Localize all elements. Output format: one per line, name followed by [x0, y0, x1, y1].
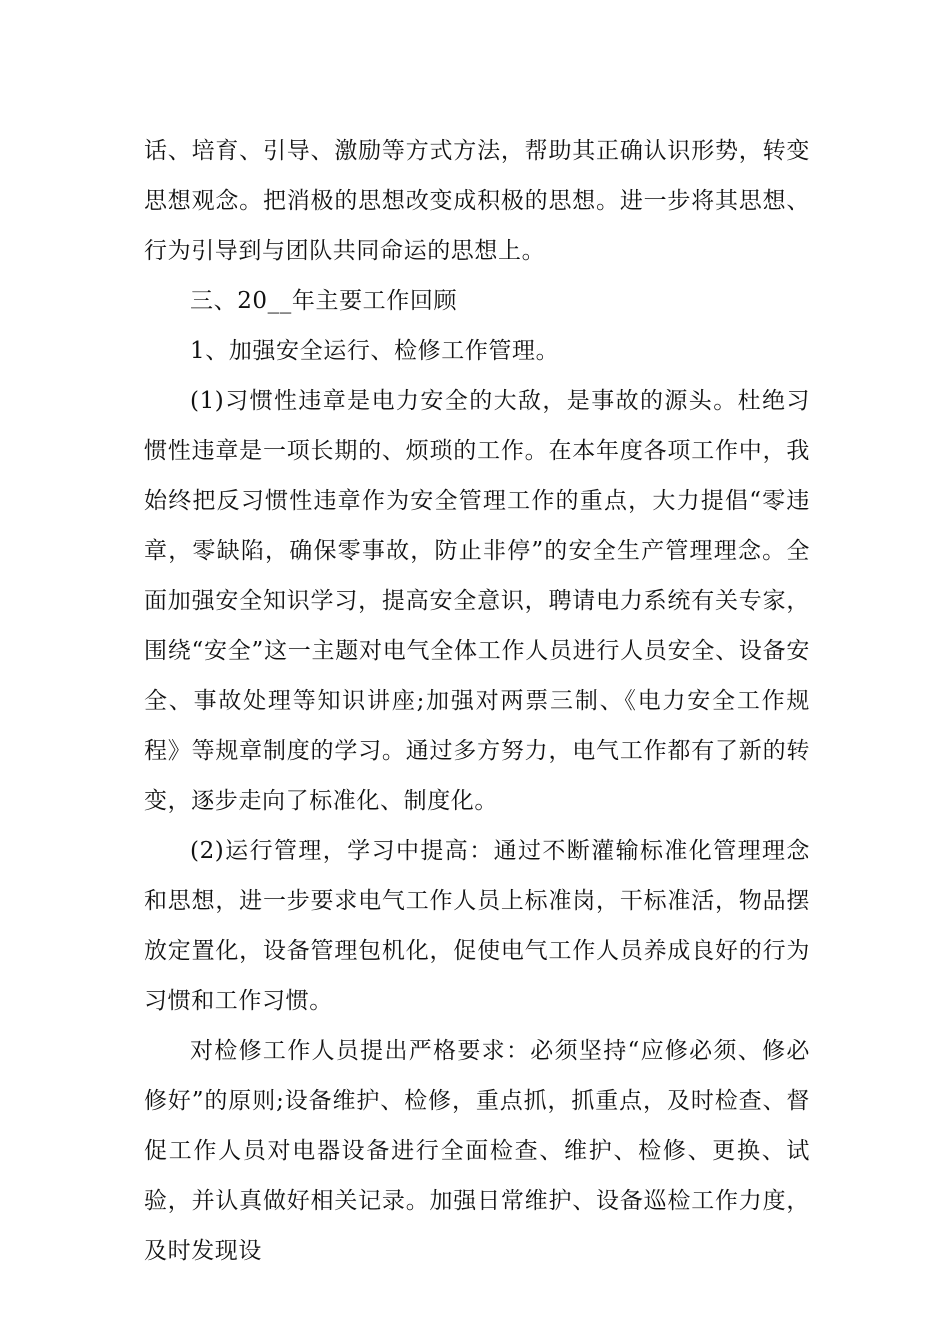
subsection-heading: 1、加强安全运行、检修工作管理。: [190, 338, 560, 364]
paragraph-continuation: 话、培育、引导、激励等方式方法，帮助其正确认识形势，转变思想观念。把消极的思想改变成积极的思想。进一步将其思想、行为引导到与团队共同命运的思想上。: [144, 138, 810, 264]
document-body: [144, 126, 810, 1276]
paragraph-operation-management: (2)运行管理，学习中提高：通过不断灌输标准化管理理念和思想，进一步要求电气工作人员上标准岗，干标准活，物品摆放定置化，设备管理包机化，促使电气工作人员养成良好的行为习惯和工作习惯。: [144, 838, 810, 1014]
section-heading: 三、20__年主要工作回顾: [190, 288, 458, 314]
paragraph-habitual-violations: (1)习惯性违章是电力安全的大敌，是事故的源头。杜绝习惯性违章是一项长期的、烦琐的工作。在本年度各项工作中，我始终把反习惯性违章作为安全管理工作的重点，大力提倡“零违章，零缺陷，确保零事故，防止非停”的安全生产管理理念。全面加强安全知识学习，提高安全意识，聘请电力系统有关专家，围绕“安全”这一主题对电气全体工作人员进行人员安全、设备安全、事故处理等知识讲座;加强对两票三制、《电力安全工作规程》等规章制度的学习。通过多方努力，电气工作都有了新的转变，逐步走向了标准化、制度化。: [144, 388, 810, 814]
paragraph-maintenance-requirements: 对检修工作人员提出严格要求：必须坚持“应修必须、修必修好”的原则;设备维护、检修，重点抓，抓重点，及时检查、督促工作人员对电器设备进行全面检查、维护、检修、更换、试验，并认真做好相关记录。加强日常维护、设备巡检工作力度，及时发现设: [144, 1038, 810, 1264]
